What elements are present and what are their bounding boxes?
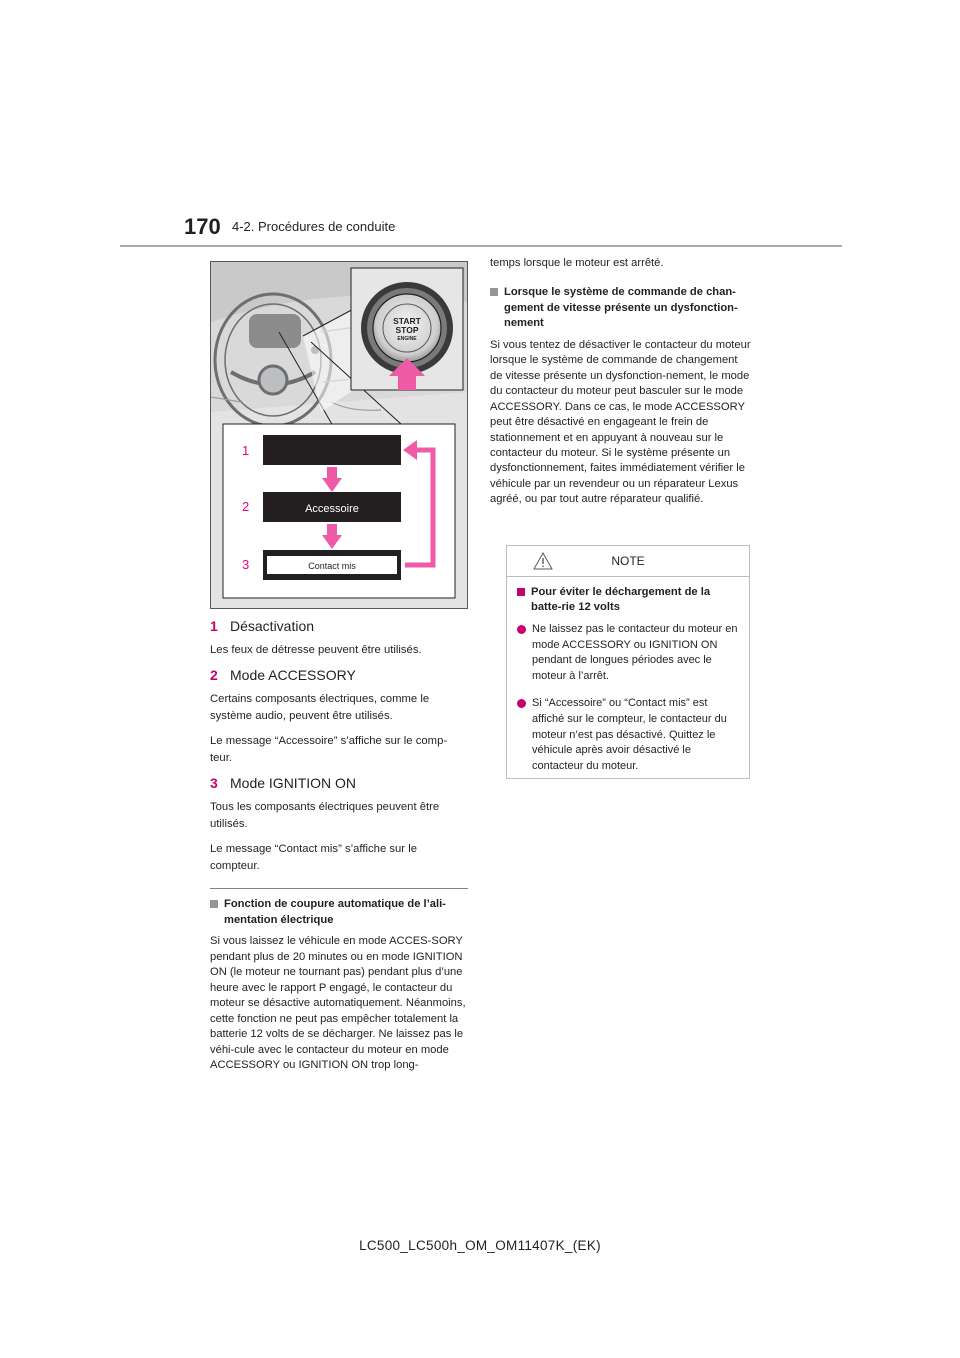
- left-column: [210, 612, 468, 1081]
- mode-number: 3: [210, 774, 218, 791]
- mode-description: Tous les composants électriques peuvent être utilisés.: [210, 800, 440, 830]
- mode-item-accessory: [210, 667, 468, 683]
- square-bullet-icon: [517, 588, 525, 596]
- page-number: 170: [184, 214, 221, 239]
- note-label: NOTE: [611, 554, 645, 568]
- mode-title: Mode ACCESSORY: [230, 666, 356, 683]
- button-label-engine: ENGINE: [397, 336, 417, 342]
- step-bar-off: [263, 435, 401, 465]
- button-label-start: START: [393, 316, 421, 326]
- mode-item-ignition: [210, 775, 468, 791]
- mode-number: 2: [210, 666, 218, 683]
- square-bullet-icon: [490, 288, 498, 296]
- footer-manual-code: LC500_LC500h_OM_OM11407K_(EK): [359, 1238, 601, 1253]
- auto-off-text-continued: temps lorsque le moteur est arrêté.: [490, 257, 664, 269]
- mode-description: Le message “Contact mis” s’affiche sur le compteur.: [210, 842, 417, 872]
- auto-off-heading-text: Fonction de coupure automatique de l’ali-mentation électrique: [224, 898, 446, 926]
- note-heading: [517, 585, 739, 616]
- mode-description: Certains composants électriques, comme le système audio, peuvent être utilisés.: [210, 692, 430, 722]
- step-number-1: 1: [242, 443, 250, 458]
- auto-off-text: Si vous laissez le véhicule en mode ACCES-SORY pendant plus de 20 minutes ou en mode IGNITION ON (le moteur ne tournant pas) pendant plus d’une heure avec le rapport P engagé, le contacteur du moteur se désactive automatiquement. Néanmoins, cette fonction ne peut pas empêcher totalement la batterie 12 volts de se décharger. Ne laissez pas le véhi-cule avec le contacteur du moteur en mode ACCESSORY ou IGNITION ON trop long-: [210, 935, 466, 1071]
- step-number-2: 2: [242, 499, 250, 514]
- note-bullet: [517, 622, 739, 684]
- note-bullet: [517, 696, 739, 774]
- warning-triangle-icon: [533, 552, 553, 570]
- step-label-accessory: Accessoire: [305, 503, 359, 515]
- mode-item-off: [210, 618, 468, 634]
- square-bullet-icon: [210, 900, 218, 908]
- header-rule: [120, 245, 842, 247]
- mode-title: Mode IGNITION ON: [230, 774, 357, 791]
- mode-description: Les feux de détresse peuvent être utilisés.: [210, 644, 422, 656]
- gauge-cluster: [249, 314, 301, 348]
- note-box: [506, 545, 750, 779]
- step-number-3: 3: [242, 557, 250, 572]
- dashboard-illustration: [211, 262, 467, 608]
- note-header: [507, 546, 749, 577]
- mode-number: 1: [210, 618, 218, 634]
- note-heading-text: Pour éviter le déchargement de la batte-rie 12 volts: [531, 586, 711, 614]
- note-bullet-text: Si “Accessoire” ou “Contact mis” est affiché sur le compteur, le contacteur du moteur n’est pas désactivé. Quittez le véhicule après avoir désactivé le contacteur du moteur.: [532, 697, 727, 772]
- malfunction-text: Si vous tentez de désactiver le contacteur du moteur lorsque le système de commande de changement de vitesse présente un dysfonction-nement, le mode du contacteur du moteur peut basculer sur le mode ACCESSORY. Dans ce cas, le mode ACCESSORY peut être désactivé en engageant le frein de stationnement et en appuyant à nouveau sur le contacteur du moteur. Si le système présente un dysfonctionnement, faites immédiatement vérifier le véhicule par un revendeur ou un réparateur Lexus agréé, ou par tout autre réparateur qualifié.: [490, 338, 751, 506]
- malfunction-heading: [490, 285, 752, 331]
- mode-title: Désactivation: [230, 618, 315, 634]
- round-bullet-icon: [517, 625, 526, 634]
- step-label-ignition: Contact mis: [308, 561, 356, 571]
- note-body: [507, 577, 749, 774]
- auto-off-heading: [210, 897, 468, 928]
- round-bullet-icon: [517, 699, 526, 708]
- section-title: 4-2. Procédures de conduite: [232, 219, 396, 234]
- note-bullet-text: Ne laissez pas le contacteur du moteur en mode ACCESSORY ou IGNITION ON pendant de longues périodes avec le moteur à l’arrêt.: [532, 622, 738, 682]
- malfunction-heading-text: Lorsque le système de commande de chan-gement de vitesse présente un dysfonction-nement: [504, 286, 738, 330]
- right-column: [490, 256, 752, 516]
- section-divider: [210, 888, 468, 889]
- mode-description: Le message “Accessoire” s’affiche sur le comp-teur.: [210, 734, 448, 764]
- button-label-stop: STOP: [395, 325, 419, 335]
- engine-switch-figure: [210, 261, 468, 609]
